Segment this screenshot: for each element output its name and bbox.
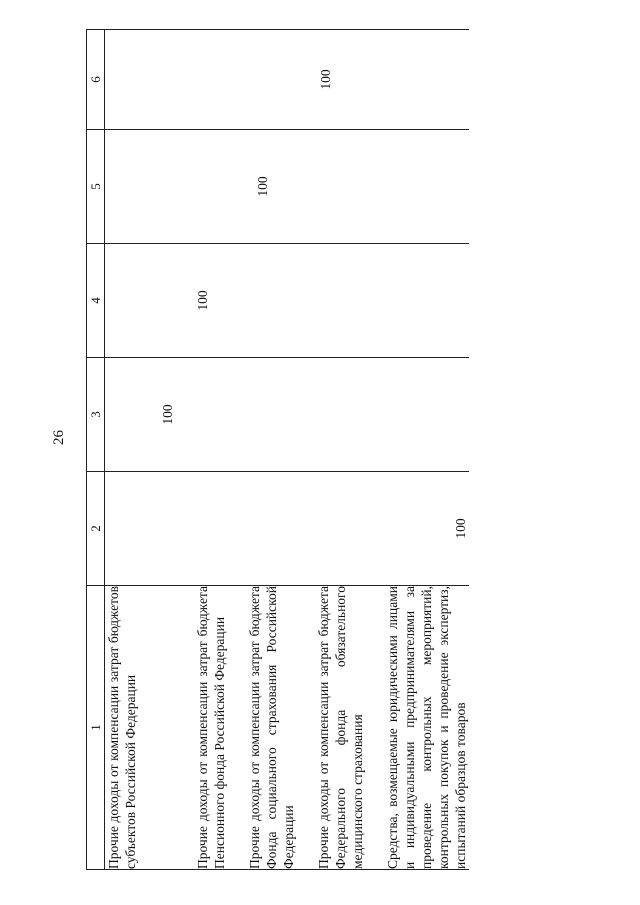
row-value [105,244,177,358]
header-col-3: 3 [87,358,105,472]
table-row [315,30,366,870]
header-col-6: 6 [87,30,105,130]
row-value [315,130,366,244]
row-value: 100 [384,472,469,586]
header-col-2: 2 [87,472,105,586]
row-value [246,472,297,586]
data-table [86,29,469,870]
row-value [384,358,469,472]
row-value [105,130,177,244]
page-number: 26 [51,430,67,445]
row-value [384,244,469,358]
row-value [194,30,228,130]
header-row [87,30,105,870]
row-value [194,472,228,586]
row-description: Прочие доходы от компенсации затрат бюджета Федерального фонда обязательного медицинского страхования [316,586,365,869]
row-description: Средства, возмещаемые юридическими лицами и индивидуальными предпринимателями за проведение контрольных мероприятий, контрольных покупок и проведение экспертиз, испытаний образцов товаров [385,586,468,869]
row-value [105,472,177,586]
row-value [315,472,366,586]
row-value [105,30,177,130]
row-value: 100 [315,30,366,130]
row-description: Прочие доходы от компенсации затрат бюджета Пенсионного фонда Российской Федерации [195,586,227,869]
header-col-4: 4 [87,244,105,358]
rotated-page [50,30,630,870]
row-description: Прочие доходы от компенсации затрат бюджета Фонда социального страхования Российской Федерации [247,586,296,869]
table-row [246,30,297,870]
row-value [194,358,228,472]
row-value [246,30,297,130]
row-value: 100 [105,358,177,472]
table-row [384,30,469,870]
row-value: 100 [246,130,297,244]
row-value [194,130,228,244]
row-value [384,130,469,244]
header-col-5: 5 [87,130,105,244]
row-value [315,358,366,472]
table-row [105,30,177,870]
row-value [246,244,297,358]
row-value [246,358,297,472]
header-col-1: 1 [87,586,105,870]
table-row [194,30,228,870]
row-value [384,30,469,130]
row-value: 100 [194,244,228,358]
row-value [315,244,366,358]
row-description: Прочие доходы от компенсации затрат бюджетов субъектов Российской Федерации [105,586,177,870]
